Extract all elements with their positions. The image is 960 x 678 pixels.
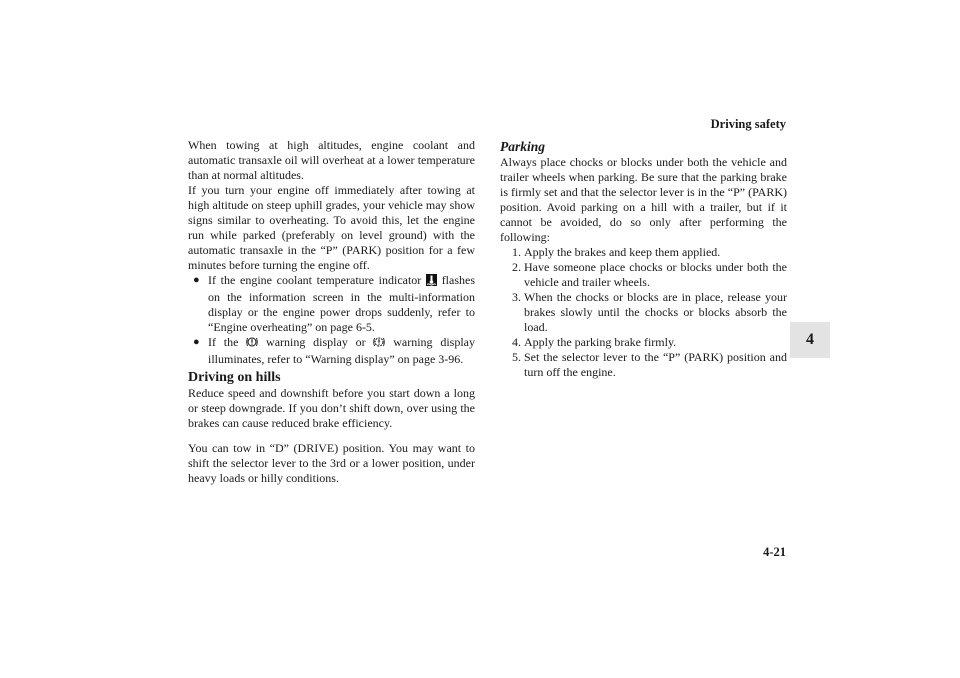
- bullet1-text-end: flashes on the information screen in the multi-information display or the engine power drops suddenly, refer to “Engine overheating” on page 6-5.: [208, 273, 476, 334]
- step-text: When the chocks or blocks are in place, release your brakes slowly until the chocks or blocks absorb the load.: [524, 290, 787, 334]
- bullet2-text-a: If the: [208, 335, 239, 349]
- step-number: 3.: [512, 290, 521, 304]
- step-number: 5.: [512, 350, 521, 364]
- list-item: [500, 260, 787, 290]
- engine-off-paragraph: If you turn your engine off immediately after towing at high altitude on steep uphill grades, your vehicle may show signs similar to overheating. To avoid this, let the engine run while parked (preferably on level ground) with the automatic transaxle in the “P” (PARK) position for a few minutes before turning the engine off.: [188, 183, 475, 272]
- warning-display-bullet: [188, 335, 475, 367]
- bullet-dot-icon: ●: [193, 336, 200, 348]
- towing-altitude-paragraph: When towing at high altitudes, engine coolant and automatic transaxle oil will overheat at a lower temperature than at normal altitudes.: [188, 138, 475, 182]
- section-heading-driving-on-hills: Driving on hills: [188, 370, 281, 385]
- parking-paragraph: Always place chocks or blocks under both the vehicle and trailer wheels when parking. Be sure that the parking brake is firmly set and that the selector lever is in the “P” (PARK) position. Avoid parking on a hill with a trailer, but if it cannot be avoided, do so only after performing the following:: [500, 155, 787, 244]
- step-number: 1.: [512, 245, 521, 259]
- step-text: Have someone place chocks or blocks under both the vehicle and trailer wheels.: [524, 260, 787, 289]
- coolant-indicator-bullet: [188, 273, 475, 335]
- chapter-tab: 4: [790, 322, 830, 358]
- caution-symbol-icon: [373, 336, 385, 352]
- hills-paragraph-2: You can tow in “D” (DRIVE) position. You may want to shift the selector lever to the 3rd or a lower position, under heavy loads or hilly conditions.: [188, 441, 475, 485]
- list-item: [500, 290, 787, 335]
- parking-steps-list: [500, 245, 787, 380]
- right-column: [500, 138, 787, 380]
- page-number: 4-21: [763, 545, 786, 559]
- section-heading-parking: Parking: [500, 139, 546, 154]
- running-header: Driving safety: [710, 117, 786, 131]
- bullet2-text-c: warning display illuminates, refer to “Warning display” on page 3-96.: [208, 335, 475, 366]
- step-number: 4.: [512, 335, 521, 349]
- hills-paragraph-1: Reduce speed and downshift before you start down a long or steep downgrade. If you don’t shift down, over using the brakes can cause reduced brake efficiency.: [188, 386, 475, 430]
- bullet-dot-icon: ●: [193, 274, 200, 286]
- step-number: 2.: [512, 260, 521, 274]
- step-text: Set the selector lever to the “P” (PARK) position and turn off the engine.: [524, 350, 787, 379]
- coolant-temperature-icon: [426, 274, 437, 290]
- step-text: Apply the brakes and keep them applied.: [524, 245, 721, 259]
- list-item: [500, 350, 787, 380]
- list-item: [500, 245, 787, 260]
- bullet2-text-b: warning display or: [266, 335, 366, 349]
- step-text: Apply the parking brake firmly.: [524, 335, 677, 349]
- list-item: [500, 335, 787, 350]
- left-column: [188, 138, 475, 486]
- bullet1-text-start: If the engine coolant temperature indicator: [208, 273, 422, 287]
- warning-symbol-icon: [246, 336, 258, 352]
